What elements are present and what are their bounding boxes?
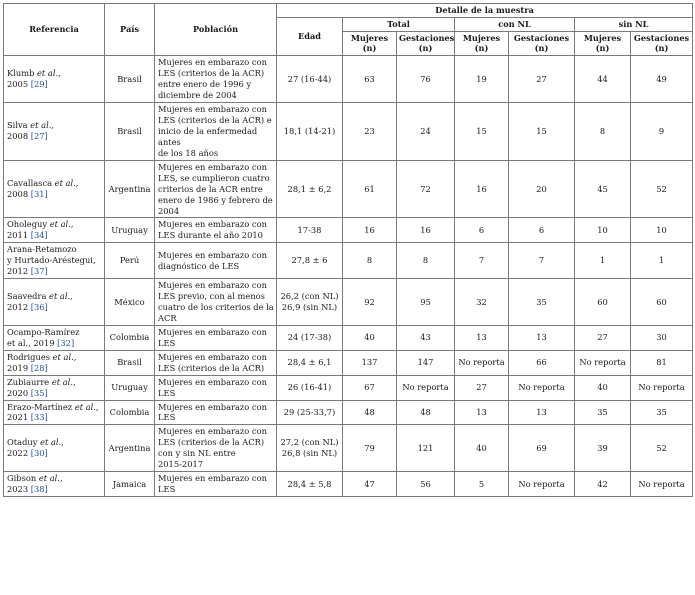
- cell-sin-gestaciones: 35: [631, 400, 693, 425]
- cell-poblacion: Mujeres en embarazo con LES (criterios de la ACR) e inicio de la enfermedad antes de los 18 años: [155, 103, 277, 161]
- cell-total-gestaciones: 76: [397, 56, 455, 103]
- cell-pais: Uruguay: [105, 218, 155, 243]
- cell-total-gestaciones: 43: [397, 325, 455, 350]
- header-poblacion: Población: [155, 4, 277, 56]
- cell-poblacion: Mujeres en embarazo con LES (criterios de la ACR) con y sin NL entre 2015-2017: [155, 425, 277, 472]
- table-row: [4, 56, 693, 103]
- citation-link[interactable]: [36]: [30, 302, 48, 312]
- header-referencia: Referencia: [4, 4, 105, 56]
- header-con-nl: con NL: [455, 17, 575, 31]
- header-sin-mujeres: Mujeres (n): [575, 31, 631, 56]
- cell-sin-gestaciones: No reporta: [631, 472, 693, 497]
- cell-pais: Brasil: [105, 56, 155, 103]
- cell-con-gestaciones: No reporta: [509, 472, 575, 497]
- cell-con-gestaciones: 13: [509, 400, 575, 425]
- cell-total-gestaciones: 121: [397, 425, 455, 472]
- header-con-mujeres: Mujeres (n): [455, 31, 509, 56]
- table-row: [4, 325, 693, 350]
- cell-pais: Argentina: [105, 425, 155, 472]
- cell-sin-mujeres: 39: [575, 425, 631, 472]
- cell-con-gestaciones: 6: [509, 218, 575, 243]
- cell-sin-mujeres: 60: [575, 279, 631, 326]
- cell-sin-gestaciones: 81: [631, 350, 693, 375]
- table-row: [4, 160, 693, 218]
- cell-pais: Colombia: [105, 325, 155, 350]
- cell-total-mujeres: 79: [343, 425, 397, 472]
- cell-pais: Colombia: [105, 400, 155, 425]
- cell-poblacion: Mujeres en embarazo con diagnóstico de LES: [155, 243, 277, 279]
- cell-edad: 17-38: [277, 218, 343, 243]
- cell-sin-gestaciones: 1: [631, 243, 693, 279]
- cell-total-gestaciones: 48: [397, 400, 455, 425]
- cell-sin-gestaciones: 30: [631, 325, 693, 350]
- cell-edad: 24 (17-38): [277, 325, 343, 350]
- cell-sin-gestaciones: 9: [631, 103, 693, 161]
- citation-link[interactable]: [33]: [30, 412, 48, 423]
- cell-edad: 27,8 ± 6: [277, 243, 343, 279]
- header-total-mujeres: Mujeres (n): [343, 31, 397, 56]
- cell-con-mujeres: 15: [455, 103, 509, 161]
- cell-con-mujeres: 40: [455, 425, 509, 472]
- cell-pais: Brasil: [105, 350, 155, 375]
- citation-link[interactable]: [32]: [57, 337, 75, 348]
- header-sin-gestaciones: Gestaciones (n): [631, 31, 693, 56]
- cell-sin-mujeres: 44: [575, 56, 631, 103]
- cell-total-mujeres: 8: [343, 243, 397, 279]
- cell-sin-gestaciones: 52: [631, 160, 693, 218]
- cell-poblacion: Mujeres en embarazo con LES previo, con al menos cuatro de los criterios de la ACR: [155, 279, 277, 326]
- cell-total-gestaciones: 8: [397, 243, 455, 279]
- cell-edad: 29 (25-33,7): [277, 400, 343, 425]
- cell-total-mujeres: 16: [343, 218, 397, 243]
- cell-total-gestaciones: 16: [397, 218, 455, 243]
- cell-con-mujeres: 7: [455, 243, 509, 279]
- cell-total-mujeres: 23: [343, 103, 397, 161]
- cell-sin-mujeres: 1: [575, 243, 631, 279]
- cell-con-mujeres: 13: [455, 400, 509, 425]
- cell-sin-mujeres: 8: [575, 103, 631, 161]
- cell-referencia: Cavallasca et al., 2008 [31]: [4, 160, 105, 218]
- cell-referencia: Arana-Retamozo y Hurtado-Aréstegui, 2012 [37]: [4, 243, 105, 279]
- cell-pais: Uruguay: [105, 375, 155, 400]
- cell-poblacion: Mujeres en embarazo con LES (criterios de la ACR): [155, 350, 277, 375]
- cell-con-gestaciones: 15: [509, 103, 575, 161]
- cell-con-gestaciones: 13: [509, 325, 575, 350]
- cell-con-gestaciones: 27: [509, 56, 575, 103]
- cell-poblacion: Mujeres en embarazo con LES, se cumplieron cuatro criterios de la ACR entre enero de 1986 y febrero de 2004: [155, 160, 277, 218]
- cell-con-mujeres: 27: [455, 375, 509, 400]
- cell-edad: 26 (16-41): [277, 375, 343, 400]
- cell-total-mujeres: 40: [343, 325, 397, 350]
- cell-sin-gestaciones: 60: [631, 279, 693, 326]
- cell-pais: Jamaica: [105, 472, 155, 497]
- cell-con-gestaciones: 69: [509, 425, 575, 472]
- citation-link[interactable]: [38]: [30, 484, 48, 495]
- cell-edad: 26,2 (con NL) 26,9 (sin NL): [277, 279, 343, 326]
- cell-con-mujeres: 16: [455, 160, 509, 218]
- cell-poblacion: Mujeres en embarazo con LES durante el año 2010: [155, 218, 277, 243]
- header-edad: Edad: [277, 17, 343, 55]
- table-row: [4, 103, 693, 161]
- table-row: [4, 243, 693, 279]
- table-row: [4, 472, 693, 497]
- cell-pais: Brasil: [105, 103, 155, 161]
- cell-total-gestaciones: 147: [397, 350, 455, 375]
- cell-referencia: Zubiaurre et al., 2020 [35]: [4, 375, 105, 400]
- cell-total-mujeres: 137: [343, 350, 397, 375]
- cell-sin-gestaciones: 49: [631, 56, 693, 103]
- cell-sin-mujeres: 27: [575, 325, 631, 350]
- cell-referencia: Otaduy et al., 2022 [30]: [4, 425, 105, 472]
- table-row: [4, 279, 693, 326]
- cell-edad: 28,4 ± 5,8: [277, 472, 343, 497]
- cell-total-gestaciones: 24: [397, 103, 455, 161]
- table-row: [4, 425, 693, 472]
- cell-edad: 28,1 ± 6,2: [277, 160, 343, 218]
- table-row: [4, 350, 693, 375]
- cell-total-mujeres: 47: [343, 472, 397, 497]
- cell-total-gestaciones: No reporta: [397, 375, 455, 400]
- cell-referencia: Erazo-Martínez et al., 2021 [33]: [4, 400, 105, 425]
- citation-link[interactable]: [34]: [30, 230, 48, 241]
- cell-referencia: Klumb et al., 2005 [29]: [4, 56, 105, 103]
- cell-con-gestaciones: 35: [509, 279, 575, 326]
- header-total-gestaciones: Gestaciones (n): [397, 31, 455, 56]
- citation-link[interactable]: [27]: [30, 131, 48, 142]
- cell-sin-mujeres: 42: [575, 472, 631, 497]
- cell-total-gestaciones: 72: [397, 160, 455, 218]
- cell-referencia: Rodrigues et al., 2019 [28]: [4, 350, 105, 375]
- cell-con-mujeres: 19: [455, 56, 509, 103]
- citation-link[interactable]: [31]: [30, 189, 48, 200]
- cell-poblacion: Mujeres en embarazo con LES: [155, 400, 277, 425]
- cell-con-mujeres: No reporta: [455, 350, 509, 375]
- header-pais: País: [105, 4, 155, 56]
- cell-referencia: Gibson et al., 2023 [38]: [4, 472, 105, 497]
- cell-pais: Argentina: [105, 160, 155, 218]
- cell-referencia: Silva et al., 2008 [27]: [4, 103, 105, 161]
- cell-sin-gestaciones: 10: [631, 218, 693, 243]
- cell-edad: 27,2 (con NL) 26,8 (sin NL): [277, 425, 343, 472]
- cell-con-gestaciones: 20: [509, 160, 575, 218]
- header-sin-nl: sin NL: [575, 17, 693, 31]
- cell-total-mujeres: 48: [343, 400, 397, 425]
- citation-link[interactable]: [29]: [30, 79, 48, 90]
- cell-referencia: Ocampo-Ramírez et al., 2019 [32]: [4, 325, 105, 350]
- cell-sin-mujeres: 40: [575, 375, 631, 400]
- header-detalle: Detalle de la muestra: [277, 4, 693, 18]
- cell-sin-mujeres: 45: [575, 160, 631, 218]
- cell-con-mujeres: 5: [455, 472, 509, 497]
- table-row: [4, 400, 693, 425]
- cell-total-mujeres: 67: [343, 375, 397, 400]
- cell-total-gestaciones: 56: [397, 472, 455, 497]
- cell-total-gestaciones: 95: [397, 279, 455, 326]
- cell-sin-mujeres: 35: [575, 400, 631, 425]
- cell-pais: México: [105, 279, 155, 326]
- table-row: [4, 375, 693, 400]
- cell-con-gestaciones: 7: [509, 243, 575, 279]
- cell-poblacion: Mujeres en embarazo con LES: [155, 375, 277, 400]
- sample-detail-table: [3, 3, 693, 497]
- cell-total-mujeres: 92: [343, 279, 397, 326]
- citation-link[interactable]: [30]: [30, 448, 48, 459]
- cell-poblacion: Mujeres en embarazo con LES: [155, 472, 277, 497]
- cell-con-gestaciones: No reporta: [509, 375, 575, 400]
- cell-poblacion: Mujeres en embarazo con LES (criterios de la ACR) entre enero de 1996 y diciembre de 2004: [155, 56, 277, 103]
- cell-con-mujeres: 32: [455, 279, 509, 326]
- cell-con-gestaciones: 66: [509, 350, 575, 375]
- cell-referencia: Oholeguy et al., 2011 [34]: [4, 218, 105, 243]
- cell-pais: Perú: [105, 243, 155, 279]
- header-total: Total: [343, 17, 455, 31]
- header-con-gestaciones: Gestaciones (n): [509, 31, 575, 56]
- citation-link[interactable]: [37]: [30, 266, 48, 277]
- citation-link[interactable]: [35]: [30, 387, 48, 398]
- cell-sin-mujeres: No reporta: [575, 350, 631, 375]
- cell-edad: 27 (16-44): [277, 56, 343, 103]
- cell-poblacion: Mujeres en embarazo con LES: [155, 325, 277, 350]
- cell-total-mujeres: 61: [343, 160, 397, 218]
- cell-sin-gestaciones: 52: [631, 425, 693, 472]
- cell-sin-mujeres: 10: [575, 218, 631, 243]
- cell-referencia: Saavedra et al., 2012 [36]: [4, 279, 105, 326]
- cell-edad: 28,4 ± 6,1: [277, 350, 343, 375]
- table-body: [4, 56, 693, 497]
- cell-sin-gestaciones: No reporta: [631, 375, 693, 400]
- citation-link[interactable]: [28]: [30, 362, 48, 373]
- cell-con-mujeres: 6: [455, 218, 509, 243]
- cell-edad: 18,1 (14-21): [277, 103, 343, 161]
- table-row: [4, 218, 693, 243]
- cell-con-mujeres: 13: [455, 325, 509, 350]
- cell-total-mujeres: 63: [343, 56, 397, 103]
